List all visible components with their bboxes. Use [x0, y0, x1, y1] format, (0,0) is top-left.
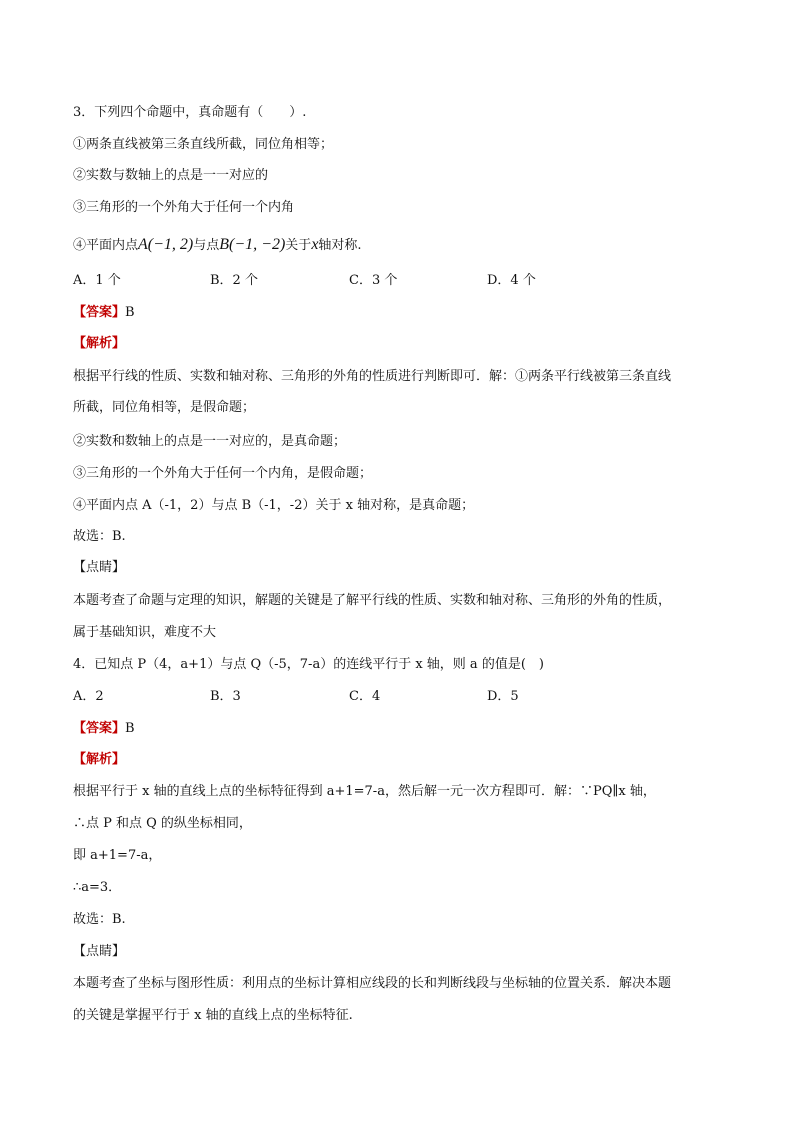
- q4-comment-tag: 【点睛】: [73, 944, 126, 959]
- x-axis-symbol: x: [311, 236, 319, 253]
- q3-comment-line: 本题考查了命题与定理的知识，解题的关键是了解平行线的性质、实数和轴对称、三角形的外角的性质，: [73, 593, 672, 608]
- q3-option-d: D．4 个: [487, 273, 536, 288]
- q3-answer: [73, 304, 135, 322]
- answer-value: B: [125, 721, 135, 736]
- q4-answer: [73, 720, 135, 738]
- q3-analysis-line: 所截，同位角相等，是假命题；: [73, 400, 256, 415]
- point-a-coordinates: A(−1, 2): [138, 236, 194, 253]
- q3-analysis-line: ④平面内点 A（-1，2）与点 B（-1，-2）关于 x 轴对称，是真命题；: [73, 498, 475, 513]
- q3-comment-tag: 【点睛】: [73, 560, 126, 575]
- q4-comment-line: 本题考查了坐标与图形性质：利用点的坐标计算相应线段的长和判断线段与坐标轴的位置关系．解决本题: [73, 976, 672, 991]
- q3-s4-mid: 与点: [193, 238, 220, 253]
- q4-option-a: A．2: [73, 689, 104, 704]
- q3-statement-3: ③三角形的一个外角大于任何一个内角: [73, 200, 295, 215]
- q4-option-b: B．3: [210, 689, 241, 704]
- q4-option-d: D．5: [487, 689, 519, 704]
- q3-option-a: A．1 个: [73, 273, 121, 288]
- q4-analysis-line: 即 a+1=7-a，: [73, 848, 162, 863]
- q3-s4-mid2: 关于: [285, 238, 312, 253]
- q3-analysis-line: 根据平行线的性质、实数和轴对称、三角形的外角的性质进行判断即可．解：①两条平行线被第三条直线: [73, 369, 672, 384]
- q4-analysis-line: ∴点 P 和点 Q 的纵坐标相同，: [73, 816, 252, 831]
- q3-comment-line: 属于基础知识，难度不大: [73, 625, 217, 640]
- q4-analysis-tag: 【解析】: [73, 752, 126, 767]
- answer-tag: 【答案】: [73, 721, 126, 736]
- q3-analysis-tag: 【解析】: [73, 336, 126, 351]
- q4-analysis-line: ∴a=3．: [73, 880, 122, 895]
- q4-stem: 4．已知点 P（4，a+1）与点 Q（-5，7-a）的连线平行于 x 轴，则 a 的值是( ): [73, 657, 544, 672]
- q3-s4-suffix: 轴对称.: [318, 238, 362, 253]
- q3-statement-2: ②实数与数轴上的点是一一对应的: [73, 168, 269, 183]
- q3-stem: 3．下列四个命题中，真命题有（ ）.: [73, 105, 307, 120]
- q3-analysis-line: ②实数和数轴上的点是一一对应的，是真命题；: [73, 434, 347, 449]
- q4-option-c: C．4: [349, 689, 381, 704]
- q4-comment-line: 的关键是掌握平行于 x 轴的直线上点的坐标特征.: [73, 1008, 353, 1023]
- q3-s4-prefix: ④平面内点: [73, 238, 139, 253]
- q3-statement-1: ①两条直线被第三条直线所截，同位角相等；: [73, 137, 334, 152]
- q4-analysis-line: 故选：B.: [73, 912, 126, 927]
- answer-tag: 【答案】: [73, 305, 126, 320]
- q3-statement-4: [73, 236, 362, 255]
- q3-option-b: B．2 个: [210, 273, 258, 288]
- point-b-coordinates: B(−1, −2): [219, 236, 286, 253]
- q4-analysis-line: 根据平行于 x 轴的直线上点的坐标特征得到 a+1=7-a，然后解一元一次方程即可．解：∵PQ∥x 轴，: [73, 784, 656, 799]
- answer-value: B: [125, 305, 135, 320]
- q3-analysis-line: ③三角形的一个外角大于任何一个内角，是假命题；: [73, 466, 373, 481]
- q3-option-c: C．3 个: [349, 273, 398, 288]
- q3-analysis-line: 故选：B.: [73, 529, 126, 544]
